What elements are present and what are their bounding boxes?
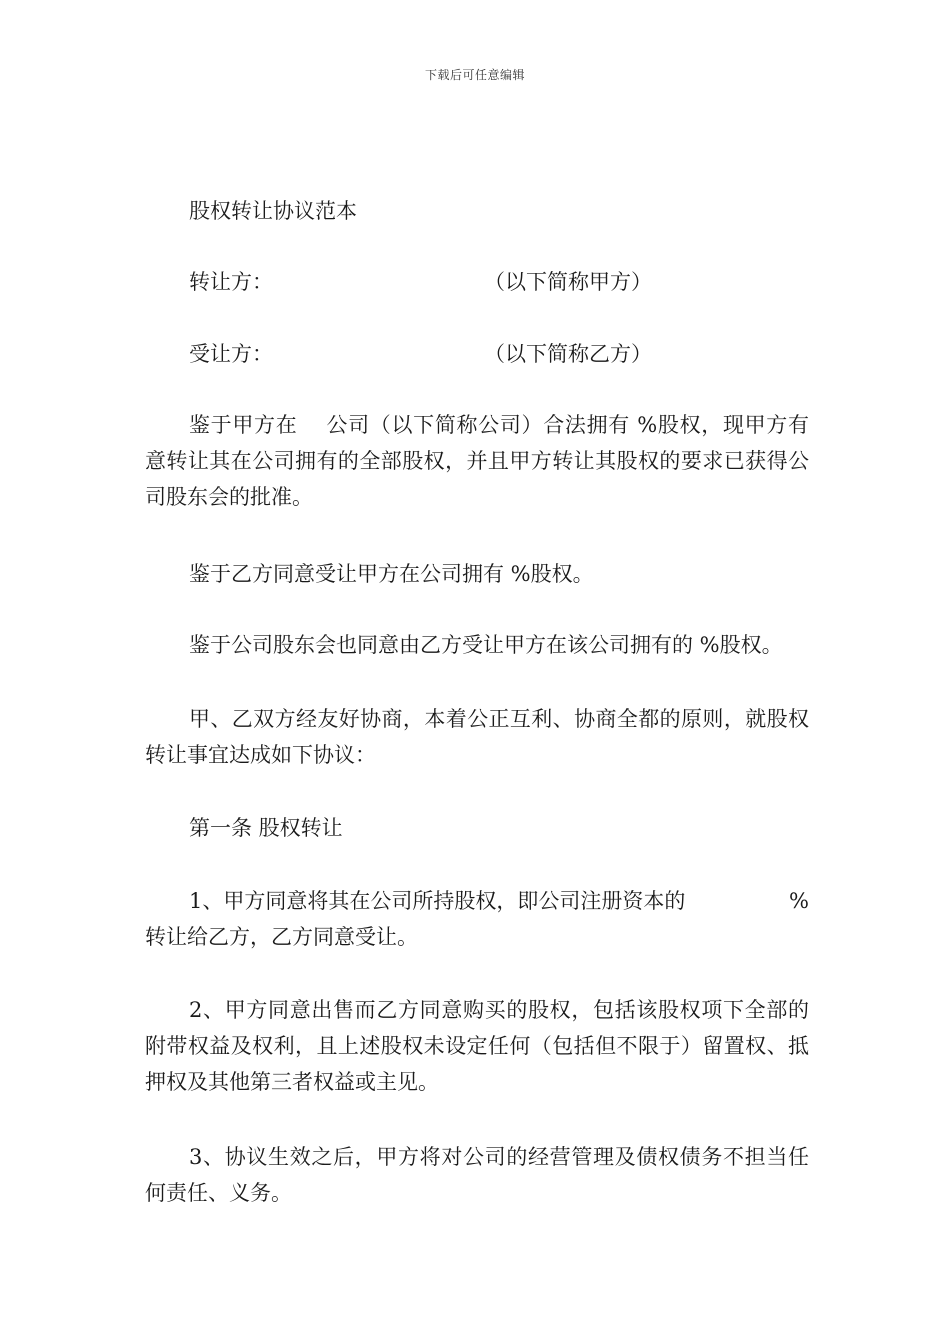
document-title: 股权转让协议范本 bbox=[189, 199, 357, 223]
transferee-note: （以下简称乙方） bbox=[484, 342, 652, 366]
clause-1-percent: % bbox=[789, 889, 809, 913]
transferee-label: 受让方： bbox=[189, 342, 273, 366]
clause-2-paragraph: 2、甲方同意出售而乙方同意购买的股权，包括该股权项下全部的附带权益及权利，且上述股权未设定任何（包括但不限于）留置权、抵押权及其他第三者权益或主见。 bbox=[145, 998, 809, 1094]
transferor-label: 转让方： bbox=[189, 270, 273, 294]
recital-paragraph-3: 鉴于公司股东会也同意由乙方受让甲方在该公司拥有的 %股权。 bbox=[189, 633, 783, 657]
clause-1-first-line bbox=[189, 883, 809, 919]
transferor-note: （以下简称甲方） bbox=[484, 270, 652, 294]
recital-paragraph-2: 鉴于乙方同意受让甲方在公司拥有 %股权。 bbox=[189, 562, 594, 586]
recital-paragraph-4: 甲、乙双方经友好协商，本着公正互利、协商全都的原则，就股权转让事宜达成如下协议： bbox=[145, 707, 809, 767]
clause-3-paragraph: 3、协议生效之后，甲方将对公司的经营管理及债权债务不担当任何责任、义务。 bbox=[145, 1145, 809, 1205]
recital-paragraph-1: 鉴于甲方在 公司（以下简称公司）合法拥有 %股权，现甲方有意转让其在公司拥有的全部股权，并且甲方转让其股权的要求已获得公司股东会的批准。 bbox=[145, 413, 809, 509]
article-1-heading: 第一条 股权转让 bbox=[189, 816, 343, 840]
transferee-line bbox=[189, 336, 809, 372]
clause-1-text: 1、甲方同意将其在公司所持股权，即公司注册资本的 bbox=[189, 889, 686, 913]
page-header-caption: 下载后可任意编辑 bbox=[424, 68, 525, 82]
transferor-line bbox=[189, 264, 809, 300]
clause-1-second-line: 转让给乙方，乙方同意受让。 bbox=[145, 925, 418, 949]
